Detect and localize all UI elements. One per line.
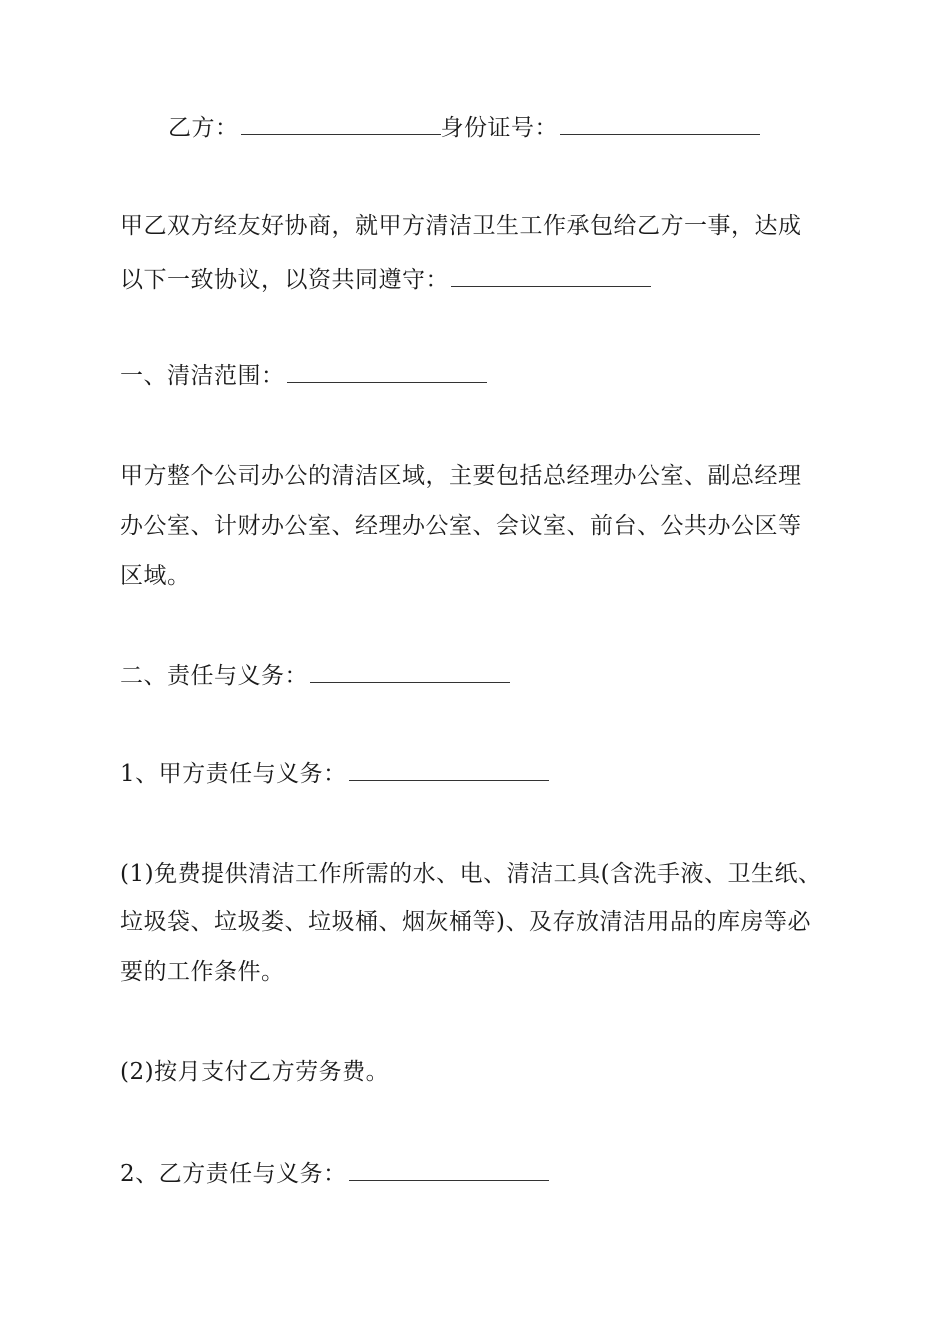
section-1-blank [287, 352, 487, 383]
item-1-line-3: 要的工作条件。 [120, 959, 285, 985]
intro-line-1: 甲乙双方经友好协商，就甲方清洁卫生工作承包给乙方一事，达成 [120, 213, 802, 239]
section-2-heading [120, 652, 840, 700]
party-a-duties-blank [349, 750, 549, 781]
intro-blank [451, 256, 651, 287]
section-1-para-line-2: 办公室、计财办公室、经理办公室、会议室、前台、公共办公区等 [120, 513, 802, 539]
party-b-label: 乙方： [168, 115, 239, 141]
section-1-heading-text: 一、清洁范围： [120, 363, 285, 389]
intro-line-2 [120, 256, 840, 304]
item-1-line-1: (1)免费提供清洁工作所需的水、电、清洁工具(含洗手液、卫生纸、 [120, 861, 822, 887]
id-number-label: 身份证号： [440, 115, 558, 141]
party-b-duties-blank [349, 1150, 549, 1181]
party-b-line [168, 104, 888, 152]
party-a-duties-heading [120, 750, 840, 798]
party-b-name-blank [241, 104, 441, 135]
party-b-duties-heading-text: 2、乙方责任与义务： [120, 1161, 347, 1187]
party-b-duties-heading [120, 1150, 840, 1198]
party-a-duties-heading-text: 1、甲方责任与义务： [120, 761, 347, 787]
item-1-line-2: 垃圾袋、垃圾娄、垃圾桶、烟灰桶等)、及存放清洁用品的库房等必 [120, 909, 811, 935]
item-2-line: (2)按月支付乙方劳务费。 [120, 1059, 390, 1085]
section-1-para-line-1: 甲方整个公司办公的清洁区域，主要包括总经理办公室、副总经理 [120, 463, 802, 489]
section-1-heading [120, 352, 840, 400]
section-1-para-line-3: 区域。 [120, 563, 191, 589]
section-2-heading-text: 二、责任与义务： [120, 663, 308, 689]
intro-line-2-text: 以下一致协议，以资共同遵守： [120, 267, 449, 293]
section-2-blank [310, 652, 510, 683]
id-number-blank [560, 104, 760, 135]
